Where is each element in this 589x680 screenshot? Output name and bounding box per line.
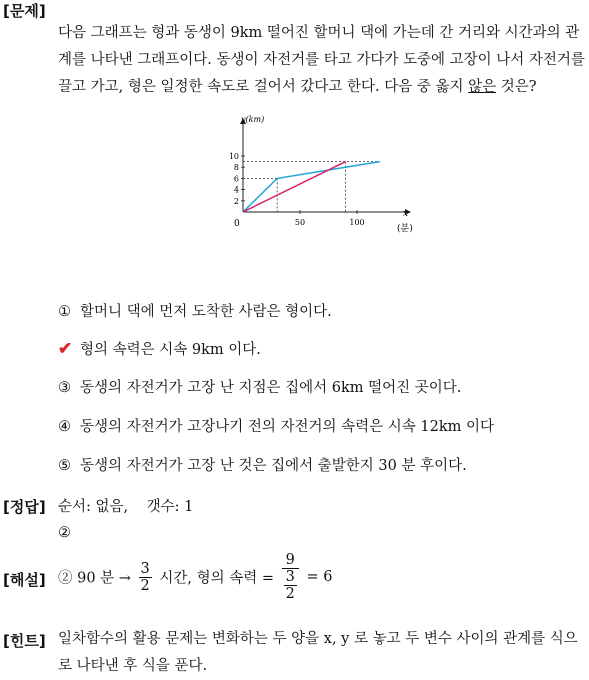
problem-tag: [문제] — [3, 2, 46, 20]
x-tick-label: 100 — [349, 218, 365, 227]
explanation-body — [58, 552, 586, 602]
choice-4[interactable] — [58, 415, 494, 436]
choice-3-text: 동생의 자전거가 고장 난 지점은 집에서 6km 떨어진 곳이다. — [80, 380, 462, 396]
choice-2[interactable] — [58, 338, 261, 359]
x-unit-label: (분) — [397, 224, 413, 234]
choice-2-text: 형의 속력은 시속 9km 이다. — [80, 342, 261, 358]
fraction-inner: $\frac{3}{2}$ — [285, 569, 295, 602]
problem-text-after: 것은? — [496, 79, 537, 95]
explanation-prefix: ② 90 분 → — [58, 570, 131, 587]
choice-3[interactable] — [58, 376, 461, 397]
y-tick-label: 6 — [233, 174, 239, 184]
explanation-suffix: = 6 — [306, 569, 333, 585]
problem-text-before: 다음 그래프는 형과 동생이 9km 떨어진 할머니 댁에 가는데 간 거리와 시간과의 관계를 나타낸 그래프이다. 동생이 자전거를 타고 가다가 도중에 고장이 나서 자전거를 끌고 가고, 형은 일정한 속도로 걸어서 갔다고 한다. 다음 중 옳지 — [58, 25, 585, 95]
checkmark-icon: ✔ — [58, 339, 73, 359]
x-ticks — [295, 210, 365, 227]
choice-1-marker: ① — [58, 304, 71, 320]
series-lines — [243, 162, 380, 212]
choice-3-marker: ③ — [58, 380, 71, 396]
explanation-tag: [해설] — [3, 571, 46, 589]
y-axis-label: y(km) — [241, 115, 265, 124]
answer-line-2: ② — [58, 525, 71, 541]
y-tick-label: 4 — [233, 185, 239, 195]
series-line-magenta — [243, 162, 346, 212]
problem-underlined: 않은 — [468, 79, 497, 95]
y-tick-label: 2 — [233, 196, 239, 206]
choice-4-marker: ④ — [58, 419, 71, 435]
x-tick-label: 50 — [294, 218, 306, 227]
fraction-speed: $\frac{9}{\frac{3}{2}}$ — [282, 552, 299, 602]
hint-tag: [힌트] — [3, 632, 46, 650]
choice-5[interactable] — [58, 454, 467, 475]
hint-text: 일차함수의 활용 문제는 변화하는 두 양을 x, y 로 놓고 두 변수 사이의 관계를 식으로 나타낸 후 식을 푼다. — [58, 631, 578, 674]
answer-tag: [정답] — [3, 498, 46, 516]
explanation-middle: 시간, 형의 속력 = — [159, 570, 275, 587]
origin-label: 0 — [234, 219, 240, 229]
guide-lines — [243, 162, 380, 212]
x-axis-label: x — [403, 209, 409, 219]
choice-5-marker: ⑤ — [58, 458, 71, 474]
distance-time-graph — [225, 110, 425, 240]
choice-5-text: 동생의 자전거가 고장 난 것은 집에서 출발한지 30 분 후이다. — [80, 458, 467, 474]
choice-1[interactable] — [58, 300, 332, 321]
problem-text — [58, 20, 586, 101]
fraction-three-halves: $\frac{3}{2}$ — [140, 560, 150, 594]
answer-line-1: 순서: 없음, 갯수: 1 — [58, 499, 194, 515]
y-tick-label: 10 — [228, 152, 239, 161]
choice-4-text: 동생의 자전거가 고장나기 전의 자전거의 속력은 시속 12km 이다 — [80, 419, 495, 435]
choice-1-text: 할머니 댁에 먼저 도착한 사람은 형이다. — [80, 304, 332, 320]
series-line-cyan — [243, 162, 380, 212]
y-tick-label: 8 — [233, 163, 239, 173]
